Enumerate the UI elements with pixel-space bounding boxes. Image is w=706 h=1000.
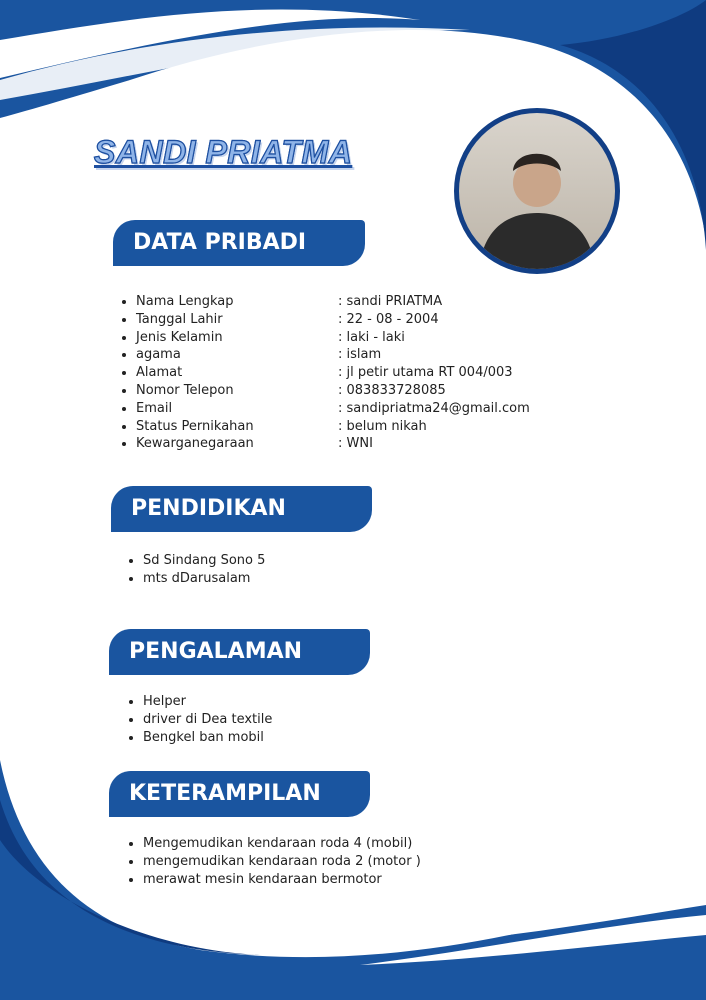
section-header-data-pribadi: DATA PRIBADI bbox=[113, 220, 365, 266]
list-item: merawat mesin kendaraan bermotor bbox=[129, 871, 421, 889]
list-item: mengemudikan kendaraan roda 2 (motor ) bbox=[129, 853, 421, 871]
list-item: Sd Sindang Sono 5 bbox=[129, 552, 265, 570]
list-item: Tanggal Lahir : 22 - 08 - 2004 bbox=[122, 311, 530, 329]
list-item: Nama Lengkap : sandi PRIATMA bbox=[122, 293, 530, 311]
list-item: driver di Dea textile bbox=[129, 711, 272, 729]
list-item: Helper bbox=[129, 693, 272, 711]
list-item: Status Pernikahan : belum nikah bbox=[122, 418, 530, 436]
list-item: Jenis Kelamin : laki - laki bbox=[122, 329, 530, 347]
list-item: Email : sandipriatma24@gmail.com bbox=[122, 400, 530, 418]
section-header-pengalaman: PENGALAMAN bbox=[109, 629, 370, 675]
list-item: agama : islam bbox=[122, 346, 530, 364]
list-item: mts dDarusalam bbox=[129, 570, 265, 588]
person-photo-icon bbox=[459, 113, 615, 269]
list-item: Mengemudikan kendaraan roda 4 (mobil) bbox=[129, 835, 421, 853]
personal-data-list bbox=[122, 293, 530, 453]
section-header-pendidikan: PENDIDIKAN bbox=[111, 486, 372, 532]
candidate-name: SANDI PRIATMA bbox=[94, 134, 353, 170]
skills-list bbox=[129, 835, 421, 888]
section-header-keterampilan: KETERAMPILAN bbox=[109, 771, 370, 817]
list-item: Nomor Telepon : 083833728085 bbox=[122, 382, 530, 400]
experience-list bbox=[129, 693, 272, 746]
education-list bbox=[129, 552, 265, 588]
profile-photo bbox=[454, 108, 620, 274]
list-item: Alamat : jl petir utama RT 004/003 bbox=[122, 364, 530, 382]
list-item: Kewarganegaraan : WNI bbox=[122, 435, 530, 453]
list-item: Bengkel ban mobil bbox=[129, 729, 272, 747]
